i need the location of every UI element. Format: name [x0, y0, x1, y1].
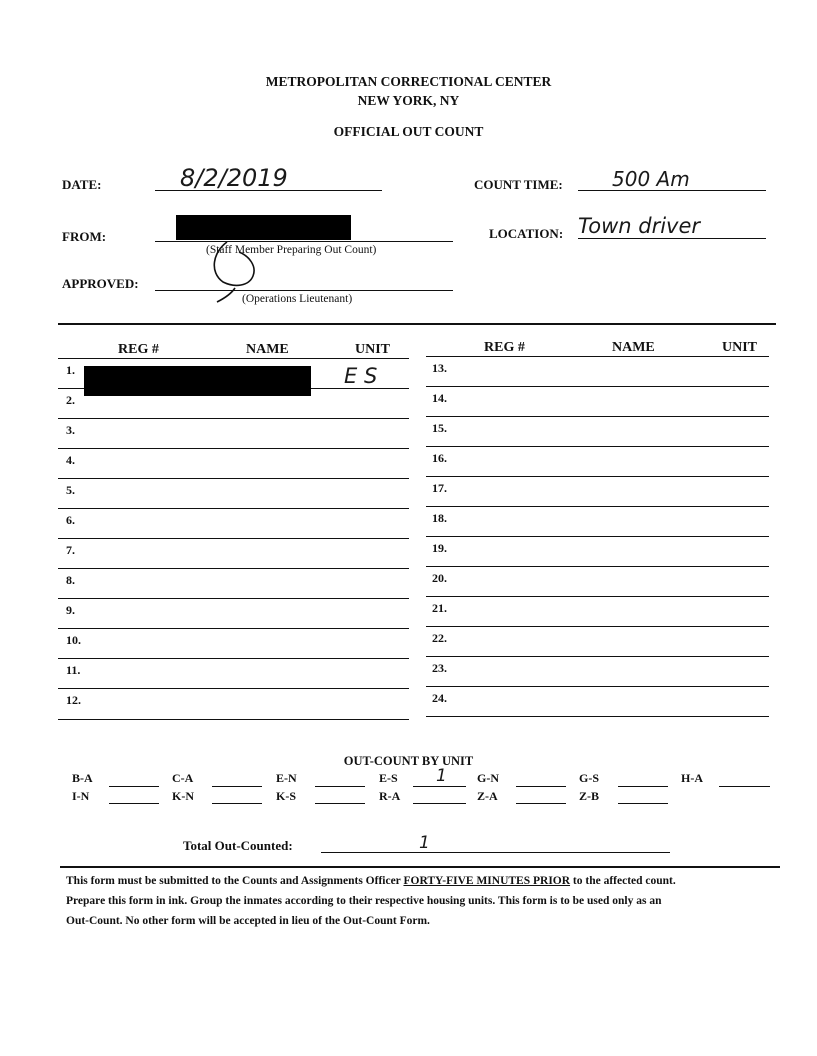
- right-header-line: [426, 356, 769, 357]
- unit-blank-r-a: [413, 803, 466, 804]
- row-line: [58, 628, 409, 629]
- row-line: [426, 386, 769, 387]
- row-number: 7.: [66, 543, 75, 557]
- row-number: 14.: [432, 391, 447, 405]
- row-number: 23.: [432, 661, 447, 675]
- row-line: [426, 596, 769, 597]
- unit-label-g-n: G-N: [477, 771, 499, 785]
- left-header-line: [58, 358, 409, 359]
- inmate-redaction: [84, 366, 311, 396]
- unit-blank-z-b: [618, 803, 668, 804]
- total-underline: [321, 852, 670, 853]
- row-line: [426, 506, 769, 507]
- row-number: 16.: [432, 451, 447, 465]
- unit-label-b-a: B-A: [72, 771, 93, 785]
- row-number: 4.: [66, 453, 75, 467]
- unit-blank-k-s: [315, 803, 365, 804]
- row-number: 22.: [432, 631, 447, 645]
- from-underline: [155, 241, 453, 242]
- date-label: DATE:: [62, 177, 102, 192]
- row-number: 15.: [432, 421, 447, 435]
- instructions: [66, 871, 781, 931]
- date-underline: [155, 190, 382, 191]
- row-line: [58, 598, 409, 599]
- row-number: 20.: [432, 571, 447, 585]
- unit-label-z-b: Z-B: [579, 789, 600, 803]
- row-line: [58, 508, 409, 509]
- location-underline: [578, 238, 766, 239]
- row-number: 10.: [66, 633, 81, 647]
- unit-blank-z-a: [516, 803, 566, 804]
- unit-label-e-s: E-S: [379, 771, 398, 785]
- row-number: 12.: [66, 693, 81, 707]
- right-col-name-header: NAME: [612, 340, 655, 355]
- approved-underline: [155, 290, 453, 291]
- row-number: 8.: [66, 573, 75, 587]
- row-line: [426, 716, 769, 717]
- row-line: [426, 416, 769, 417]
- unit-blank-e-n: [315, 786, 365, 787]
- row-line: [426, 626, 769, 627]
- unit-label-i-n: I-N: [72, 789, 90, 803]
- total-value: 1: [419, 833, 430, 853]
- row-number: 3.: [66, 423, 75, 437]
- section-divider: [58, 323, 776, 325]
- location-label: LOCATION:: [489, 226, 564, 241]
- row-number: 2.: [66, 393, 75, 407]
- row-line: [426, 566, 769, 567]
- count-time-underline: [578, 190, 766, 191]
- row-number: 24.: [432, 691, 447, 705]
- date-value: 8/2/2019: [180, 164, 288, 192]
- unit-blank-g-s: [618, 786, 668, 787]
- row-line: [58, 448, 409, 449]
- from-caption: (Staff Member Preparing Out Count): [206, 244, 377, 256]
- row-line: [58, 418, 409, 419]
- unit-label-g-s: G-S: [579, 771, 600, 785]
- row-number: 17.: [432, 481, 447, 495]
- form-title: OFFICIAL OUT COUNT: [333, 124, 484, 139]
- unit-blank-e-s: [413, 786, 466, 787]
- outcount-title: OUT-COUNT BY UNIT: [343, 754, 474, 768]
- row-number: 11.: [66, 663, 81, 677]
- row-number: 6.: [66, 513, 75, 527]
- row-line: [58, 478, 409, 479]
- from-redaction: [176, 215, 351, 240]
- row-number: 19.: [432, 541, 447, 555]
- row-line: [426, 476, 769, 477]
- row-line: [426, 446, 769, 447]
- approved-label: APPROVED:: [62, 276, 139, 291]
- left-col-name-header: NAME: [246, 342, 289, 357]
- unit-label-h-a: H-A: [681, 771, 703, 785]
- unit-blank-i-n: [109, 803, 159, 804]
- instructions-line-2: Prepare this form in ink. Group the inmates according to their respective housing units. This form is to be used only as an: [66, 895, 662, 907]
- row-line: [58, 688, 409, 689]
- right-col-unit-header: UNIT: [722, 340, 758, 355]
- unit-label-c-a: C-A: [172, 771, 194, 785]
- footer-divider: [60, 866, 780, 868]
- instructions-line-3: Out-Count. No other form will be accepted in lieu of the Out-Count Form.: [66, 915, 430, 927]
- unit-blank-g-n: [516, 786, 566, 787]
- count-time-label: COUNT TIME:: [474, 177, 563, 192]
- row-line: [58, 719, 409, 720]
- row-number: 21.: [432, 601, 447, 615]
- from-label: FROM:: [62, 229, 107, 244]
- left-col-unit-header: UNIT: [355, 342, 391, 357]
- row-number: 1.: [66, 363, 75, 377]
- right-col-reg-header: REG #: [484, 340, 525, 355]
- approved-caption: (Operations Lieutenant): [242, 293, 353, 305]
- unit-blank-b-a: [109, 786, 159, 787]
- unit-value-e-s: 1: [436, 766, 447, 786]
- row-line: [58, 658, 409, 659]
- location-value: Town driver: [578, 214, 701, 238]
- unit-blank-h-a: [719, 786, 770, 787]
- unit-label-k-n: K-N: [172, 789, 194, 803]
- count-time-value: 500 Am: [612, 167, 690, 191]
- row1-unit-value: E S: [344, 364, 378, 388]
- unit-label-e-n: E-N: [276, 771, 297, 785]
- deadline-emphasis: FORTY-FIVE MINUTES PRIOR: [403, 875, 571, 887]
- institution-city: NEW YORK, NY: [357, 93, 460, 108]
- left-col-reg-header: REG #: [118, 342, 159, 357]
- unit-blank-c-a: [212, 786, 262, 787]
- row-number: 5.: [66, 483, 75, 497]
- instructions-line-1: This form must be submitted to the Counts and Assignments Officer FORTY-FIVE MINUTES PRIOR to the affected count.: [66, 875, 676, 887]
- row-number: 9.: [66, 603, 75, 617]
- row-line: [426, 686, 769, 687]
- row-line: [426, 536, 769, 537]
- row-number: 18.: [432, 511, 447, 525]
- institution-title: METROPOLITAN CORRECTIONAL CENTER: [265, 74, 552, 89]
- unit-label-k-s: K-S: [276, 789, 297, 803]
- row-number: 13.: [432, 361, 447, 375]
- approval-signature: [205, 238, 265, 308]
- row-line: [426, 656, 769, 657]
- total-label: Total Out-Counted:: [183, 838, 293, 853]
- row-line: [58, 568, 409, 569]
- unit-label-r-a: R-A: [379, 789, 401, 803]
- unit-label-z-a: Z-A: [477, 789, 498, 803]
- row-line: [58, 538, 409, 539]
- unit-blank-k-n: [212, 803, 262, 804]
